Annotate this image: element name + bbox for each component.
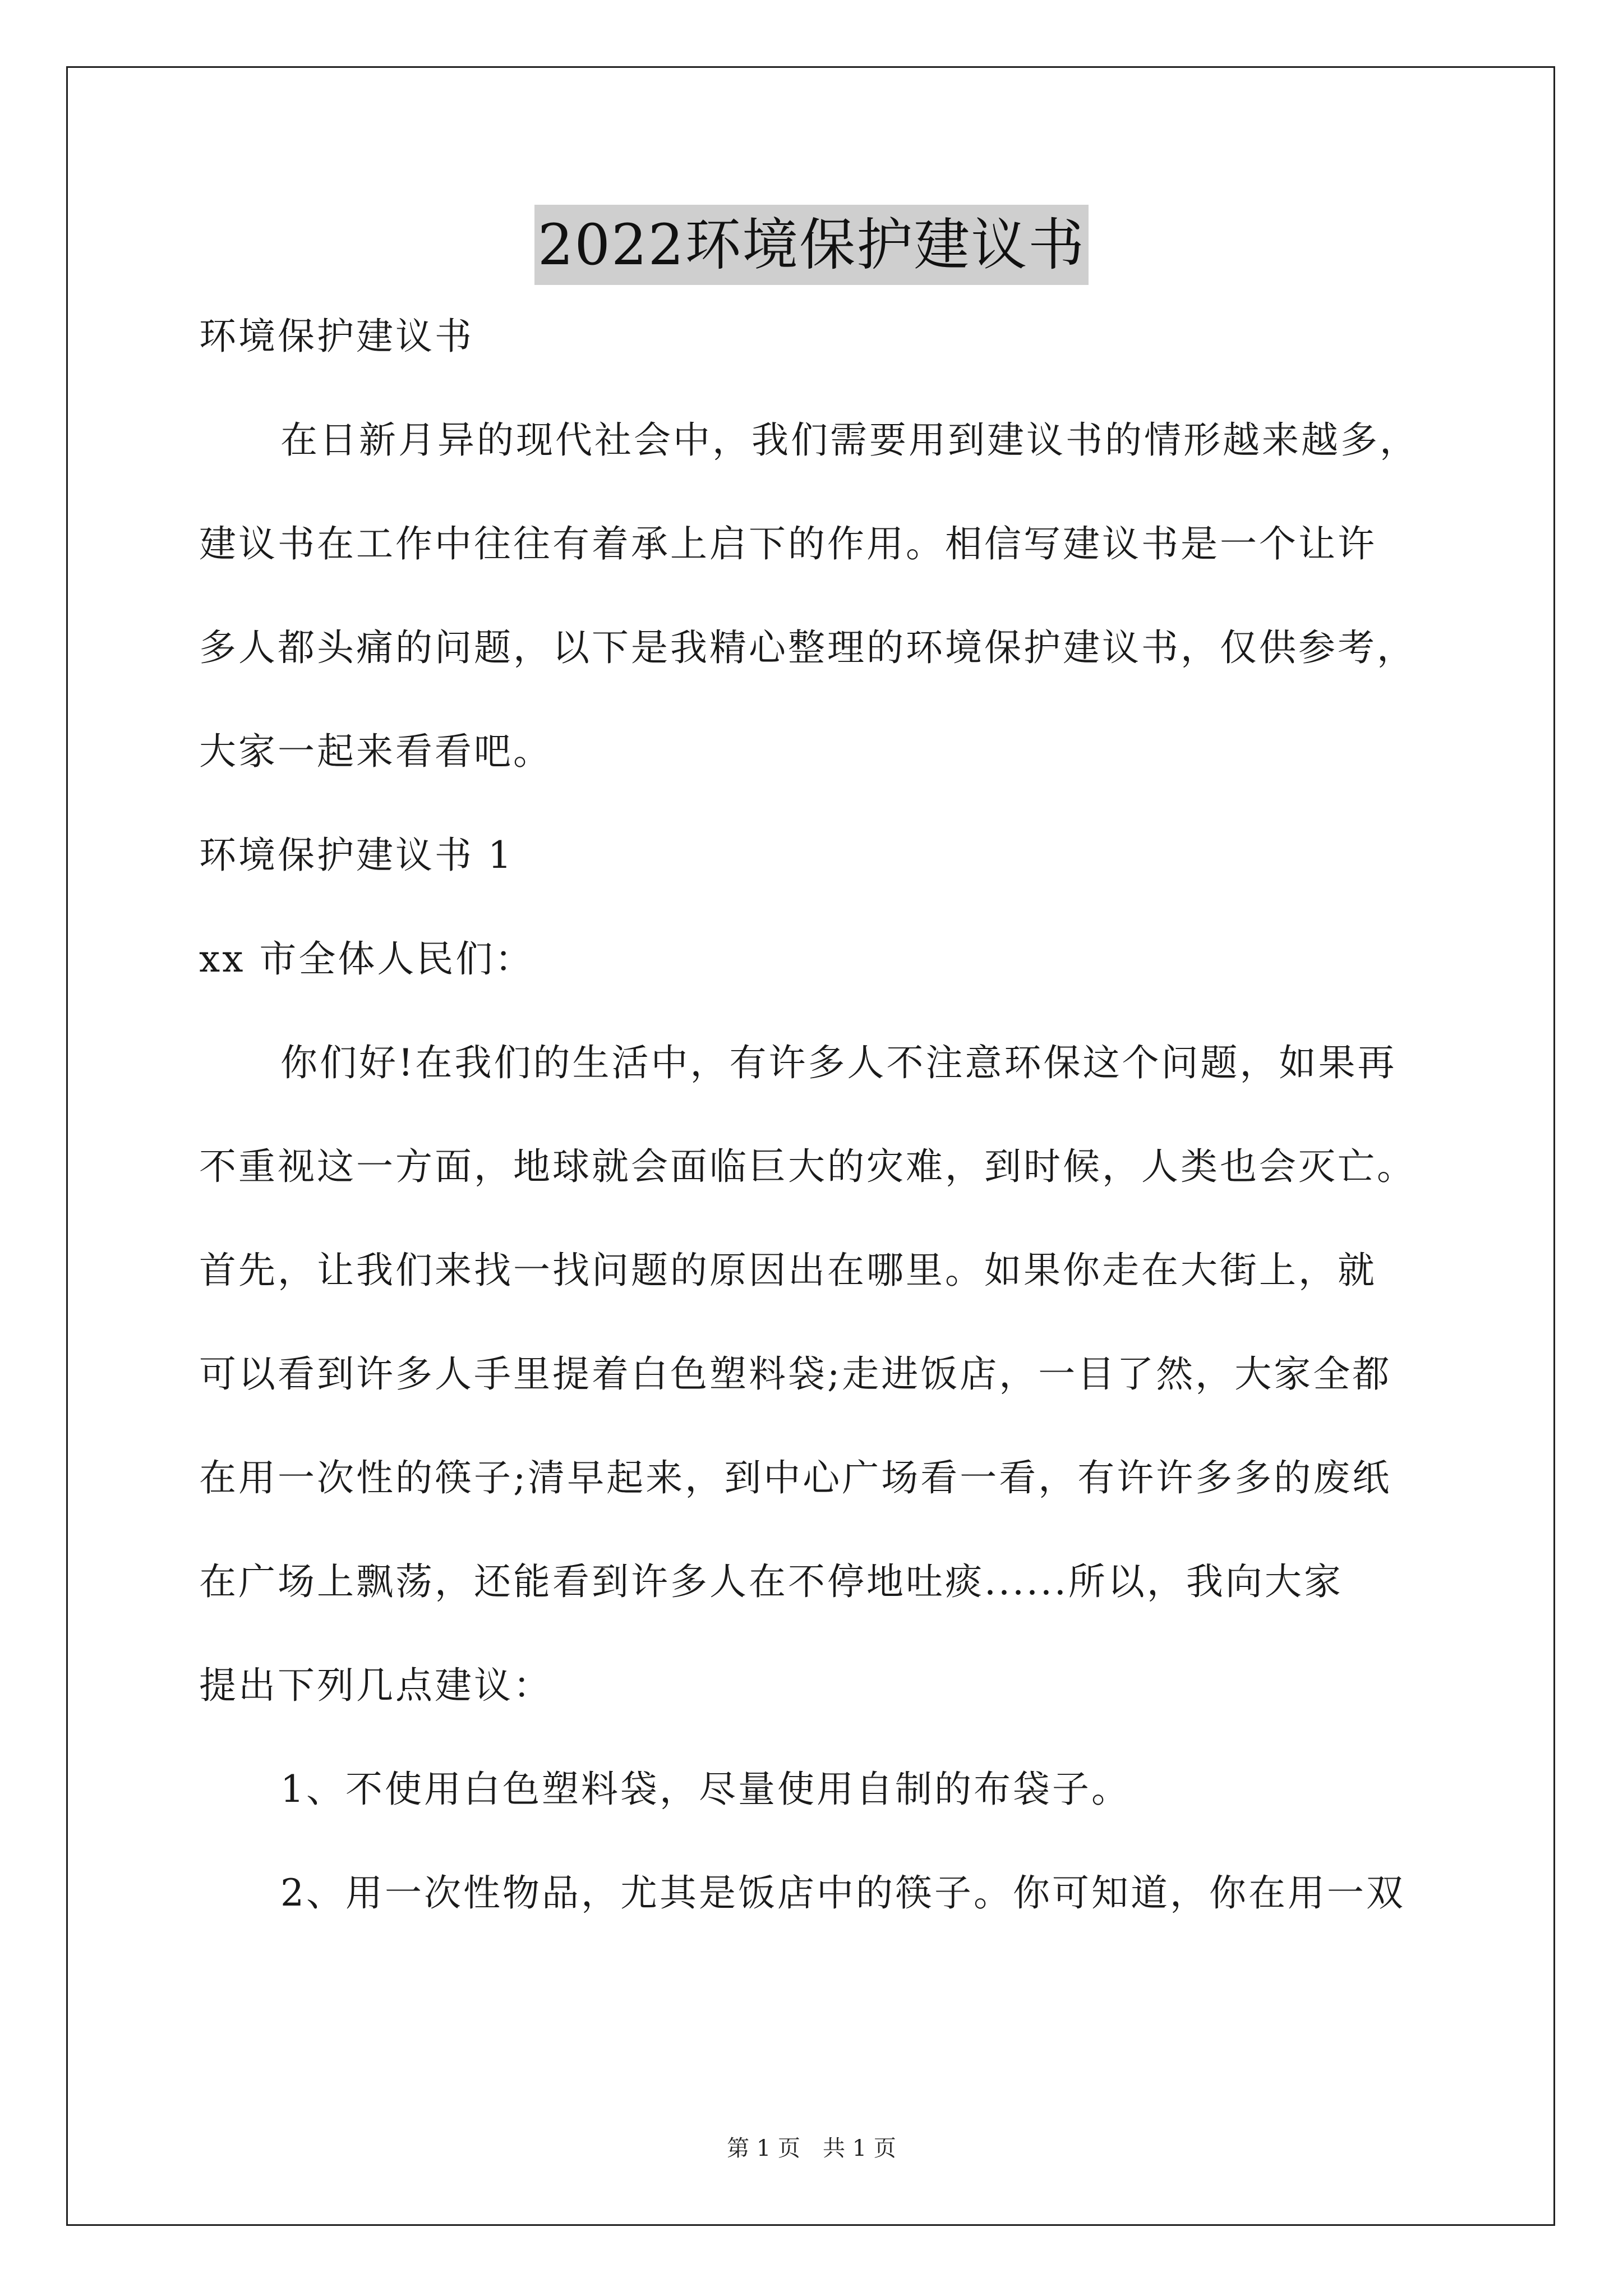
title-container bbox=[0, 205, 1623, 285]
body-line: 你们好!在我们的生活中，有许多人不注意环保这个问题，如果再 bbox=[280, 1041, 1397, 1084]
body-line: 环境保护建议书 bbox=[199, 315, 474, 358]
section-heading: 环境保护建议书 1 bbox=[199, 834, 514, 877]
list-item: 1、不使用白色塑料袋，尽量使用自制的布袋子。 bbox=[280, 1768, 1131, 1811]
page-footer: 第 1 页 共 1 页 bbox=[727, 2136, 896, 2161]
body-line: 在广场上飘荡，还能看到许多人在不停地吐痰......所以，我向大家 bbox=[199, 1560, 1343, 1603]
body-line: 大家一起来看看吧。 bbox=[199, 730, 552, 773]
document-body bbox=[199, 314, 1433, 1975]
body-line: 多人都头痛的问题，以下是我精心整理的环境保护建议书，仅供参考， bbox=[199, 626, 1416, 669]
body-line: 首先，让我们来找一找问题的原因出在哪里。如果你走在大街上，就 bbox=[199, 1249, 1377, 1292]
body-line: 不重视这一方面，地球就会面临巨大的灾难，到时候，人类也会灭亡。 bbox=[199, 1145, 1416, 1188]
document-title: 2022环境保护建议书 bbox=[534, 205, 1089, 285]
body-line: 在日新月异的现代社会中，我们需要用到建议书的情形越来越多， bbox=[280, 418, 1419, 462]
list-item: 2、用一次性物品，尤其是饭店中的筷子。你可知道，你在用一双 bbox=[280, 1871, 1405, 1915]
salutation: xx 市全体人民们： bbox=[199, 937, 534, 981]
body-line: 可以看到许多人手里提着白色塑料袋;走进饭店，一目了然，大家全都 bbox=[199, 1352, 1392, 1396]
body-line: 建议书在工作中往往有着承上启下的作用。相信写建议书是一个让许 bbox=[199, 522, 1377, 565]
body-line: 在用一次性的筷子;清早起来，到中心广场看一看，有许许多多的废纸 bbox=[199, 1456, 1392, 1499]
body-line: 提出下列几点建议： bbox=[199, 1664, 552, 1707]
